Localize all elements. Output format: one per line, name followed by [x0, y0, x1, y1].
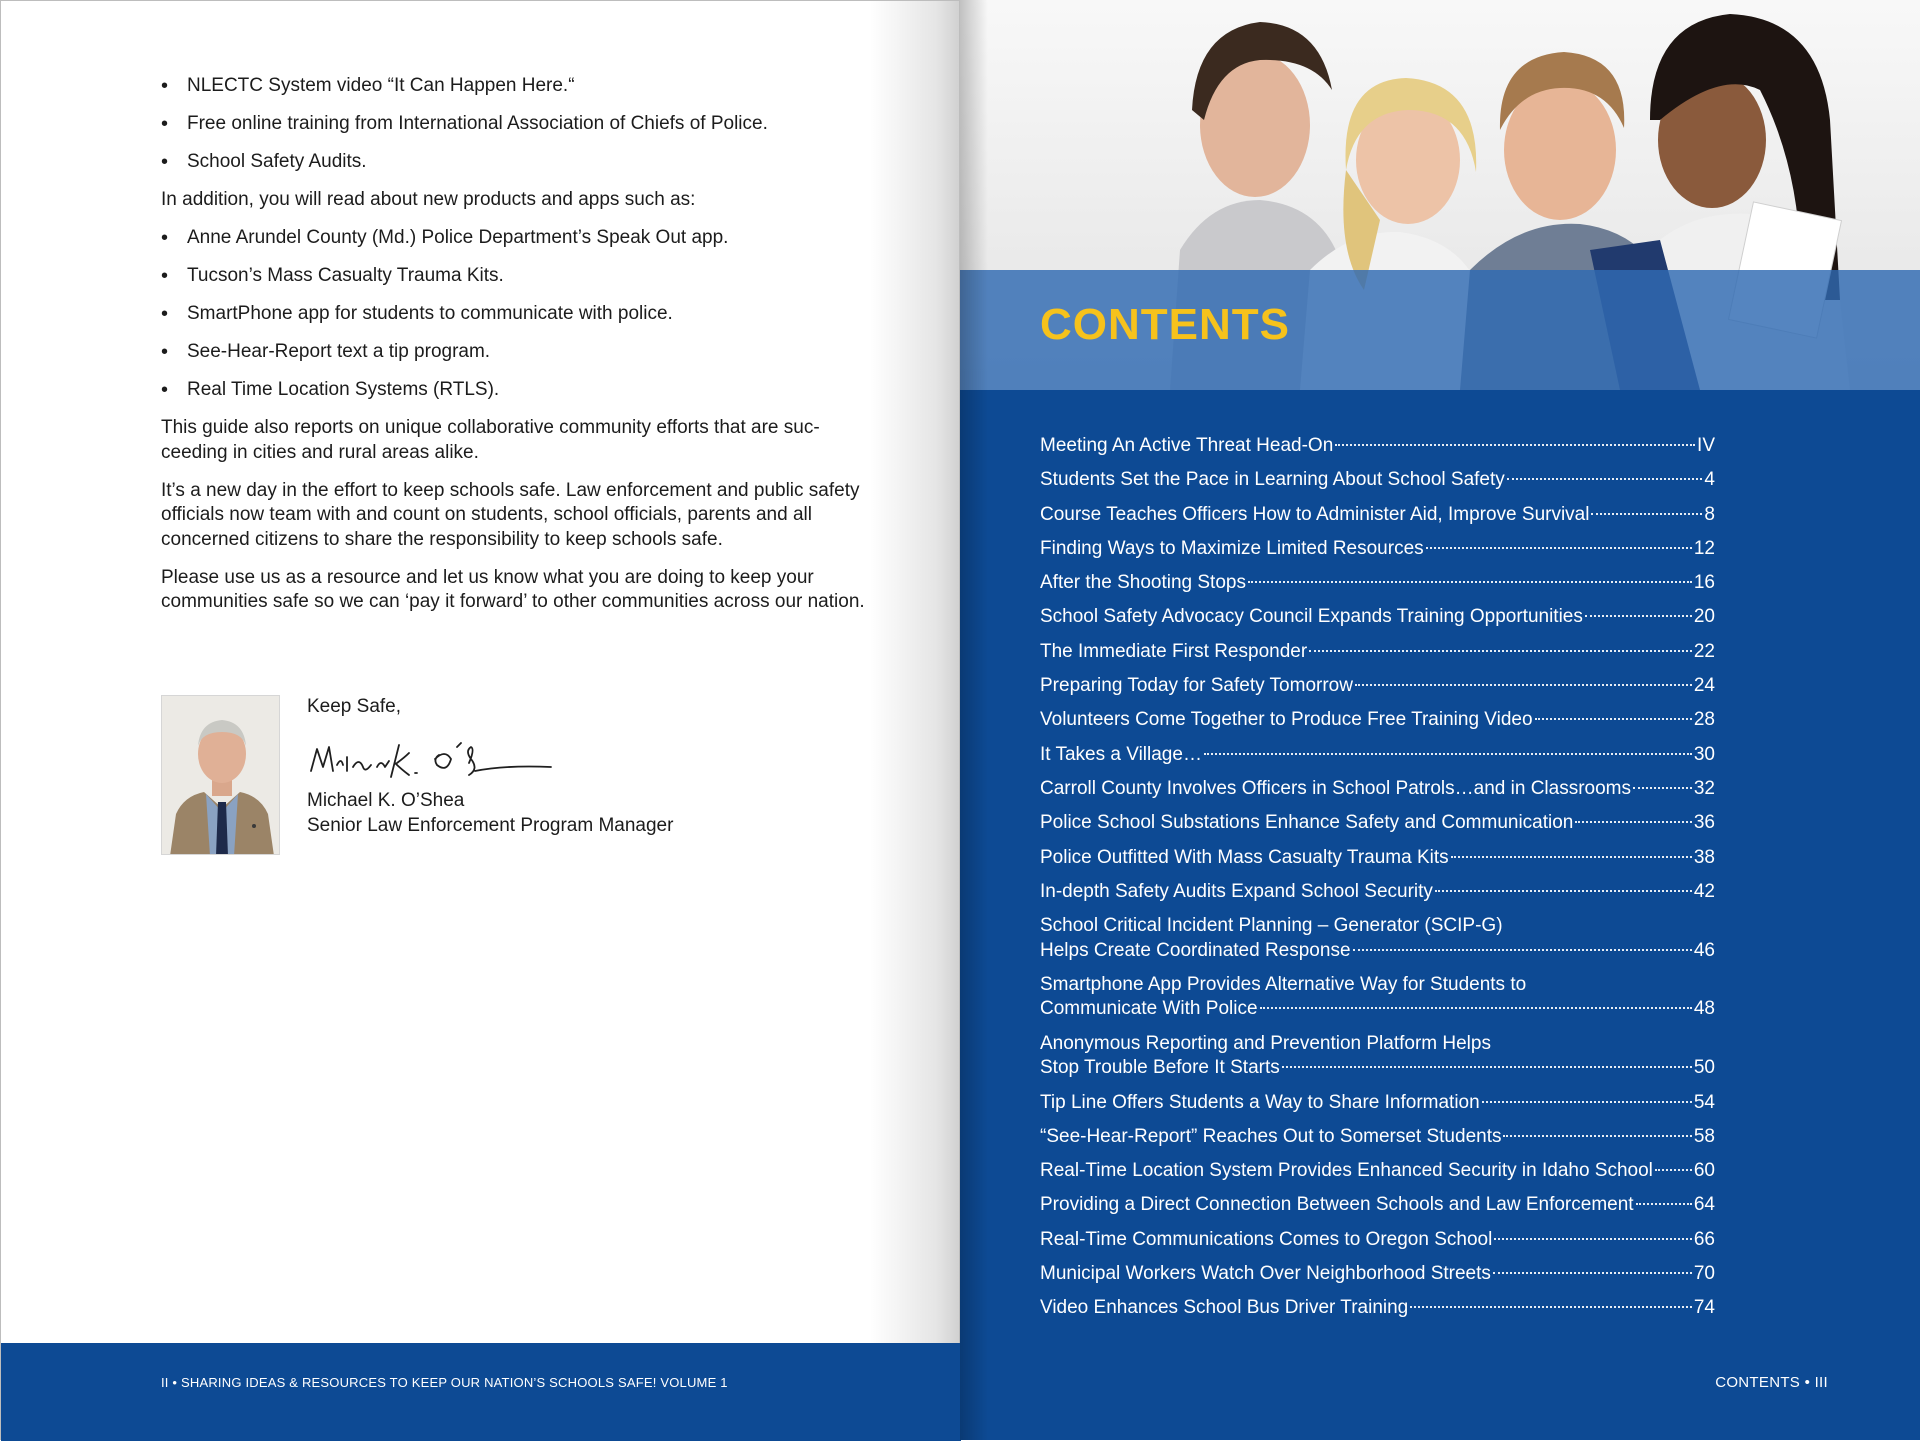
- toc-entry-title: Tip Line Offers Students a Way to Share Information: [1040, 1091, 1480, 1113]
- toc-line: [1040, 605, 1715, 630]
- toc-entry-title: Police School Substations Enhance Safety and Communication: [1040, 812, 1574, 834]
- toc-line: [1040, 503, 1715, 528]
- toc-entry-title: Students Set the Pace in Learning About School Safety: [1040, 469, 1505, 491]
- toc-dot-leader: [1309, 650, 1692, 652]
- toc-dot-leader: [1585, 615, 1692, 617]
- toc-page-number: 36: [1693, 812, 1715, 834]
- right-footer-text: CONTENTS • III: [1715, 1374, 1828, 1391]
- toc-entry[interactable]: [1040, 537, 1715, 562]
- toc-page-number: 46: [1693, 939, 1715, 961]
- toc-entry-title: Stop Trouble Before It Starts: [1040, 1057, 1280, 1079]
- toc-line: [1040, 1296, 1715, 1321]
- toc-entry[interactable]: [1040, 846, 1715, 871]
- toc-page-number: 50: [1693, 1057, 1715, 1079]
- list-item: • See-Hear-Report text a tip program.: [161, 340, 866, 365]
- toc-entry[interactable]: [1040, 743, 1715, 768]
- toc-entry[interactable]: [1040, 880, 1715, 905]
- toc-line: [1040, 880, 1715, 905]
- toc-dot-leader: [1426, 547, 1692, 549]
- toc-dot-leader: [1410, 1306, 1692, 1308]
- list-item: • Tucson’s Mass Casualty Trauma Kits.: [161, 264, 866, 289]
- toc-line: [1040, 743, 1715, 768]
- body-paragraph: This guide also reports on unique collaborative community efforts that are suc-ceeding in cities and rural areas alike.: [161, 417, 820, 463]
- toc-page-number: 74: [1693, 1297, 1715, 1319]
- toc-entry[interactable]: [1040, 1159, 1715, 1184]
- signer-block: [307, 789, 673, 838]
- page-fold-shadow: [960, 0, 988, 1440]
- toc-entry-title: Course Teaches Officers How to Administer Aid, Improve Survival: [1040, 503, 1590, 525]
- toc-entry[interactable]: [1040, 468, 1715, 493]
- toc-line: [1040, 1056, 1715, 1081]
- toc-entry-title: In-depth Safety Audits Expand School Security: [1040, 880, 1433, 902]
- toc-dot-leader: [1355, 684, 1692, 686]
- toc-page-number: 16: [1693, 572, 1715, 594]
- toc-dot-leader: [1494, 1238, 1692, 1240]
- toc-dot-leader: [1282, 1066, 1692, 1068]
- products-list: [161, 226, 866, 403]
- toc-line: [1040, 1228, 1715, 1253]
- toc-entry[interactable]: [1040, 1032, 1715, 1081]
- toc-line: [1040, 997, 1715, 1022]
- toc-page-number: IV: [1697, 435, 1715, 456]
- toc-page-number: 42: [1693, 880, 1715, 902]
- toc-line: [1040, 846, 1715, 871]
- list-item: • Anne Arundel County (Md.) Police Department’s Speak Out app.: [161, 226, 866, 251]
- toc-page-number: 70: [1693, 1263, 1715, 1285]
- toc-line: [1040, 1125, 1715, 1150]
- toc-entry[interactable]: [1040, 1193, 1715, 1218]
- toc-dot-leader: [1591, 513, 1702, 515]
- toc-page-number: 8: [1704, 503, 1715, 525]
- list-item: • SmartPhone app for students to communicate with police.: [161, 302, 866, 327]
- toc-entry-title: “See-Hear-Report” Reaches Out to Somerset Students: [1040, 1125, 1502, 1147]
- toc-line: [1040, 914, 1715, 939]
- toc-entry[interactable]: [1040, 1091, 1715, 1116]
- page-fold-shadow: [869, 1, 959, 1439]
- contents-heading: CONTENTS: [1040, 300, 1290, 349]
- toc-page-number: 54: [1693, 1091, 1715, 1113]
- toc-line: [1040, 537, 1715, 562]
- toc-page-number: 32: [1693, 777, 1715, 799]
- signature-block: [161, 695, 861, 855]
- toc-dot-leader: [1353, 949, 1692, 951]
- toc-line: [1040, 468, 1715, 493]
- toc-dot-leader: [1636, 1203, 1692, 1205]
- body-paragraph: It’s a new day in the effort to keep schools safe. Law enforcement and public safety officials now team with and count on students, school officials, parents and all concerned citizens to share the responsibility to keep schools safe.: [161, 479, 860, 550]
- toc-page-number: 20: [1693, 606, 1715, 628]
- toc-entry[interactable]: [1040, 1228, 1715, 1253]
- table-of-contents: [1040, 434, 1715, 1331]
- resources-list: [161, 74, 866, 175]
- toc-line: [1040, 674, 1715, 699]
- toc-page-number: 12: [1693, 537, 1715, 559]
- closing-text: Keep Safe,: [307, 696, 402, 717]
- toc-page-number: 60: [1693, 1160, 1715, 1182]
- toc-entry[interactable]: [1040, 1262, 1715, 1287]
- list-item: • Free online training from International Association of Chiefs of Police.: [161, 112, 866, 137]
- toc-entry-title: Communicate With Police: [1040, 998, 1258, 1020]
- portrait-image: [162, 696, 280, 855]
- toc-entry-title: Finding Ways to Maximize Limited Resources: [1040, 537, 1424, 559]
- toc-dot-leader: [1575, 821, 1691, 823]
- toc-entry-title: After the Shooting Stops: [1040, 572, 1246, 594]
- toc-line: [1040, 434, 1715, 459]
- toc-entry-title: Real-Time Location System Provides Enhanced Security in Idaho School: [1040, 1160, 1653, 1182]
- toc-entry[interactable]: [1040, 434, 1715, 459]
- toc-dot-leader: [1507, 478, 1703, 480]
- toc-line: [1040, 1159, 1715, 1184]
- toc-line: [1040, 640, 1715, 665]
- toc-dot-leader: [1493, 1272, 1692, 1274]
- toc-entry-title: Carroll County Involves Officers in School Patrols…and in Classrooms: [1040, 777, 1631, 799]
- toc-entry-title: Real-Time Communications Comes to Oregon School: [1040, 1228, 1493, 1250]
- left-footer-bar: [1, 1343, 961, 1441]
- toc-entry-title: Volunteers Come Together to Produce Free Training Video: [1040, 709, 1533, 731]
- toc-entry-title: Preparing Today for Safety Tomorrow: [1040, 675, 1353, 697]
- toc-line: [1040, 708, 1715, 733]
- list-item: • Real Time Location Systems (RTLS).: [161, 378, 866, 403]
- toc-entry[interactable]: [1040, 571, 1715, 596]
- toc-entry[interactable]: [1040, 1296, 1715, 1321]
- toc-dot-leader: [1248, 581, 1692, 583]
- toc-line: [1040, 777, 1715, 802]
- toc-entry[interactable]: [1040, 674, 1715, 699]
- toc-entry[interactable]: [1040, 777, 1715, 802]
- left-page: [0, 0, 960, 1440]
- toc-page-number: 22: [1693, 640, 1715, 662]
- toc-entry[interactable]: [1040, 1125, 1715, 1150]
- toc-dot-leader: [1335, 444, 1695, 446]
- toc-entry[interactable]: [1040, 605, 1715, 630]
- toc-dot-leader: [1655, 1169, 1692, 1171]
- list-item: • School Safety Audits.: [161, 150, 866, 175]
- toc-page-number: 38: [1693, 846, 1715, 868]
- toc-page-number: 66: [1693, 1228, 1715, 1250]
- toc-line: [1040, 1032, 1715, 1057]
- toc-dot-leader: [1204, 753, 1692, 755]
- toc-entry-title: It Takes a Village…: [1040, 743, 1202, 765]
- signer-title: Senior Law Enforcement Program Manager: [307, 814, 674, 836]
- toc-page-number: 64: [1693, 1194, 1715, 1216]
- toc-entry[interactable]: [1040, 811, 1715, 836]
- intro-paragraph: In addition, you will read about new products and apps such as:: [161, 189, 696, 210]
- left-footer-text: II • SHARING IDEAS & RESOURCES TO KEEP OUR NATION’S SCHOOLS SAFE! VOLUME 1: [161, 1375, 728, 1390]
- toc-dot-leader: [1482, 1101, 1692, 1103]
- toc-entry-title: School Safety Advocacy Council Expands Training Opportunities: [1040, 606, 1583, 628]
- author-photo: [161, 695, 280, 855]
- right-page: [960, 0, 1920, 1440]
- toc-entry-title: Anonymous Reporting and Prevention Platform Helps: [1040, 1032, 1491, 1054]
- toc-page-number: 24: [1693, 675, 1715, 697]
- toc-dot-leader: [1535, 718, 1692, 720]
- toc-line: [1040, 811, 1715, 836]
- toc-entry[interactable]: [1040, 503, 1715, 528]
- toc-entry-title: Municipal Workers Watch Over Neighborhood Streets: [1040, 1263, 1491, 1285]
- toc-entry-title: Meeting An Active Threat Head-On: [1040, 435, 1334, 456]
- toc-dot-leader: [1435, 890, 1692, 892]
- toc-entry-title: School Critical Incident Planning – Generator (SCIP-G): [1040, 915, 1503, 937]
- toc-entry-title: The Immediate First Responder: [1040, 640, 1308, 662]
- signature-image: [307, 737, 567, 785]
- toc-dot-leader: [1260, 1007, 1692, 1009]
- toc-dot-leader: [1451, 856, 1692, 858]
- list-item: • NLECTC System video “It Can Happen Here.“: [161, 74, 866, 99]
- toc-page-number: 30: [1693, 743, 1715, 765]
- toc-line: [1040, 1193, 1715, 1218]
- toc-entry[interactable]: [1040, 973, 1715, 1022]
- toc-page-number: 48: [1693, 998, 1715, 1020]
- toc-dot-leader: [1503, 1135, 1691, 1137]
- toc-line: [1040, 939, 1715, 964]
- toc-entry[interactable]: [1040, 708, 1715, 733]
- toc-page-number: 58: [1693, 1125, 1715, 1147]
- toc-page-number: 4: [1704, 469, 1715, 491]
- toc-entry-title: Providing a Direct Connection Between Schools and Law Enforcement: [1040, 1194, 1634, 1216]
- toc-entry-title: Video Enhances School Bus Driver Training: [1040, 1297, 1409, 1319]
- toc-line: [1040, 1262, 1715, 1287]
- toc-line: [1040, 1091, 1715, 1116]
- toc-entry-title: Helps Create Coordinated Response: [1040, 939, 1351, 961]
- toc-line: [1040, 973, 1715, 998]
- toc-entry[interactable]: [1040, 640, 1715, 665]
- toc-entry-title: Police Outfitted With Mass Casualty Trauma Kits: [1040, 846, 1449, 868]
- toc-entry[interactable]: [1040, 914, 1715, 963]
- signer-name: Michael K. O’Shea: [307, 790, 465, 811]
- toc-dot-leader: [1633, 787, 1692, 789]
- left-page-body: [161, 74, 866, 628]
- toc-page-number: 28: [1693, 709, 1715, 731]
- body-paragraph: Please use us as a resource and let us know what you are doing to keep your communities safe so we can ‘pay it forward’ to other communities across our nation.: [161, 566, 865, 612]
- toc-entry-title: Smartphone App Provides Alternative Way for Students to: [1040, 973, 1527, 995]
- toc-line: [1040, 571, 1715, 596]
